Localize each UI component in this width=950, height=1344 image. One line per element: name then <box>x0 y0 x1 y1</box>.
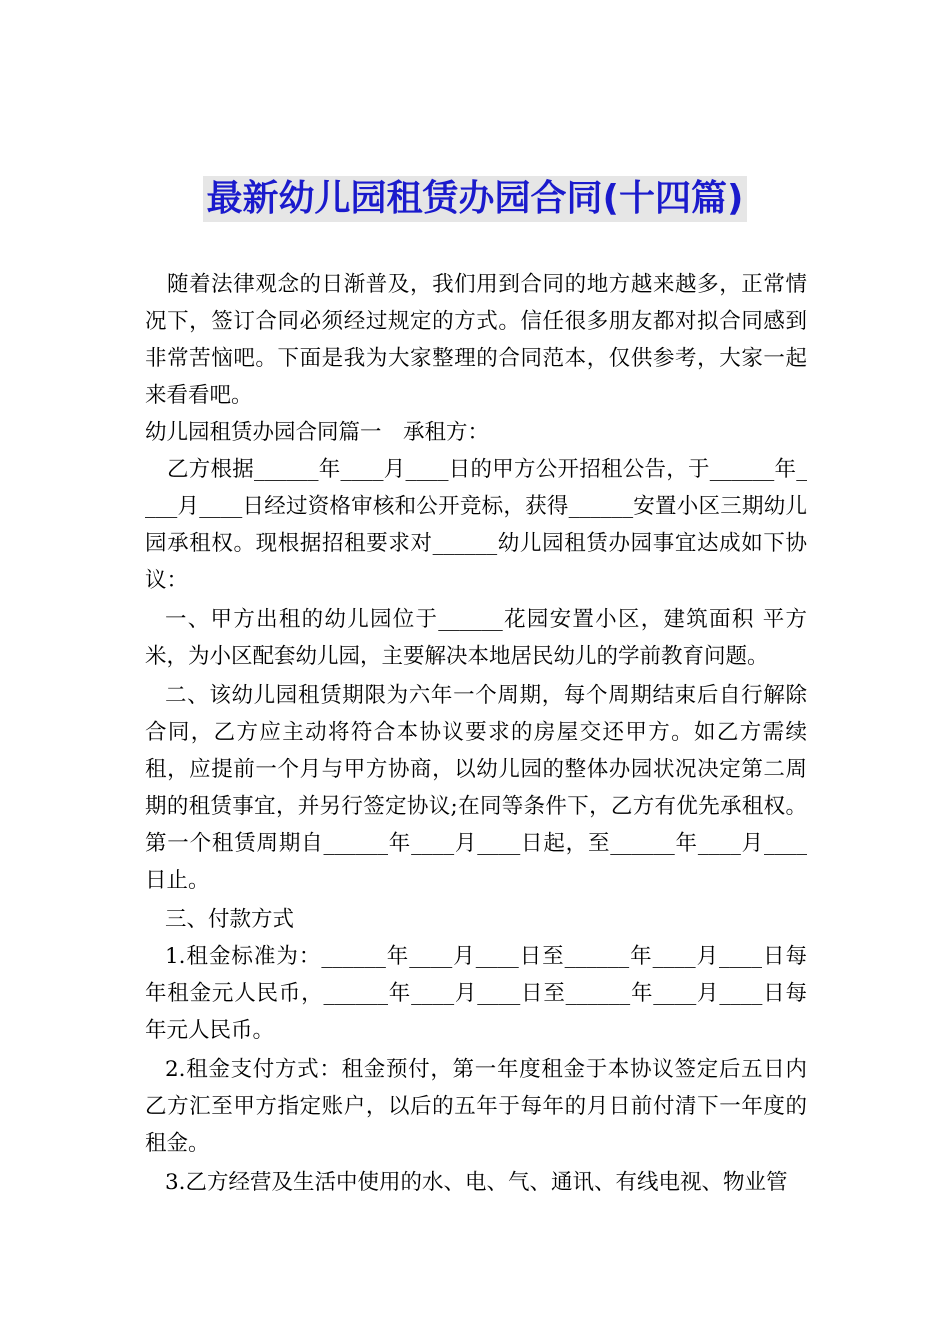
paragraph-section-heading: 幼儿园租赁办园合同篇一 承租方： <box>145 420 490 445</box>
paragraph-clause-2: 二、该幼儿园租赁期限为六年一个周期，每个周期结束后自行解除合同，乙方应主动将符合本协议要求的房屋交还甲方。如乙方需续租，应提前一个月与甲方协商，以幼儿园的整体办园状况决定第二周期的租赁事宜，并另行签定协议;在同等条件下，乙方有优先承租权。第一个租赁周期自______年____月____日起，至______年____月____日止。 <box>145 683 807 893</box>
paragraph-clause-3-heading: 三、付款方式 <box>165 907 295 932</box>
document-body <box>145 266 807 1201</box>
title-text: 最新幼儿园租赁办园合同(十四篇) <box>203 176 748 222</box>
paragraph-preamble: 乙方根据______年____月____日的甲方公开招租公告，于______年____月____日经过资格审核和公开竞标，获得______安置小区三期幼儿园承租权。现根据招租要求对______幼儿园租赁办园事宜达成如下协议： <box>145 457 807 593</box>
paragraph-intro: 随着法律观念的日渐普及，我们用到合同的地方越来越多，正常情况下，签订合同必须经过规定的方式。信任很多朋友都对拟合同感到非常苦恼吧。下面是我为大家整理的合同范本，仅供参考，大家一起来看看吧。 <box>145 272 807 408</box>
paragraph-clause-3-1: 1.租金标准为：______年____月____日至______年____月____日每年租金元人民币，______年____月____日至______年____月____日每年元人民币。 <box>145 944 807 1043</box>
document-title <box>0 176 950 222</box>
paragraph-clause-1: 一、甲方出租的幼儿园位于______花园安置小区，建筑面积 平方米，为小区配套幼儿园，主要解决本地居民幼儿的学前教育问题。 <box>145 607 807 669</box>
paragraph-clause-3-2: 2.租金支付方式：租金预付，第一年度租金于本协议签定后五日内乙方汇至甲方指定账户，以后的五年于每年的月日前付清下一年度的租金。 <box>145 1057 807 1156</box>
paragraph-clause-3-3: 3.乙方经营及生活中使用的水、电、气、通讯、有线电视、物业管 <box>165 1170 788 1195</box>
